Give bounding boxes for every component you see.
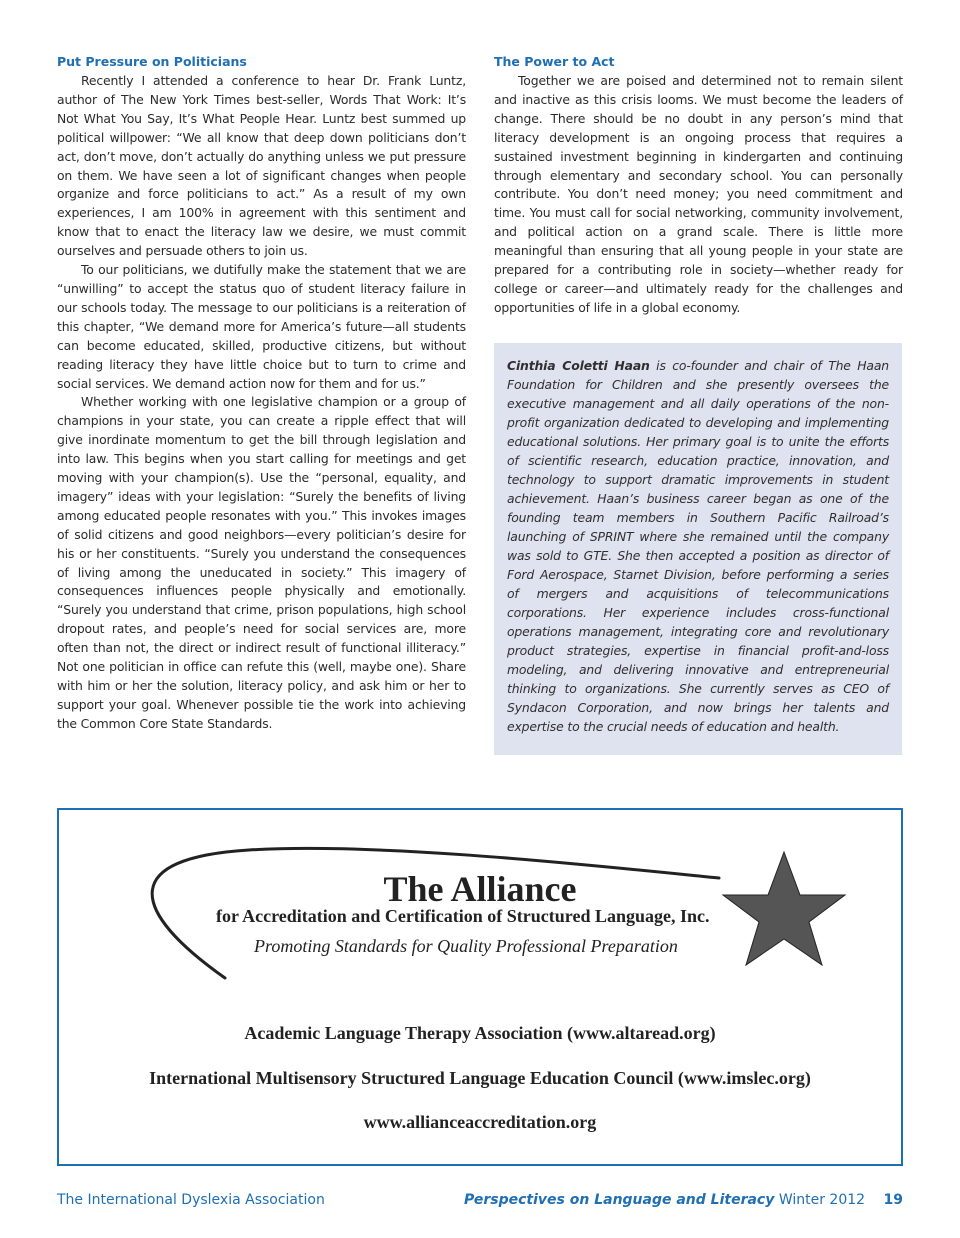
page-number: 19 [883,1192,903,1208]
author-bio [507,356,889,736]
left-column [57,53,466,734]
alta-line: Academic Language Therapy Association (www.altaread.org) [244,1023,716,1043]
paragraph: Together we are poised and determined not to remain silent and inactive as this crisis looms. We must become the leaders of change. There should be no doubt in any person’s mind that literacy development is an ongoing process that requires a sustained investment beginning in kindergarten and continuing through elementary and secondary school. You can personally contribute. You don’t need money; you need commitment and time. You must call for social networking, community involvement, and political action on a grand scale. There is little more meaningful than ensuring that all young people in your state are prepared for a contributing role in society—whether ready for college or career—and ultimately ready for the challenges and opportunities of life in a global economy. [494,73,903,315]
alliance-subtitle: for Accreditation and Certification of Structured Language, Inc. [216,906,710,926]
author-bio-box [494,343,902,755]
imslec-line: International Multisensory Structured Language Education Council (www.imslec.org) [149,1068,811,1088]
alliance-tagline: Promoting Standards for Quality Professional Preparation [254,936,678,956]
footer-issue: Winter 2012 [778,1192,866,1208]
footer-organization: The International Dyslexia Association [57,1192,325,1208]
section-heading-power: The Power to Act [494,54,615,69]
right-column [494,53,903,318]
paragraph: Recently I attended a conference to hear Dr. Frank Luntz, author of The New York Times best-seller, Words That Work: It’s Not What You Say, It’s What People Hear. Luntz best summed up political willpower: “We all know that deep down politicians don’t act, don’t move, don’t actually do anything unless we put pressure on them. We have seen a lot of significant changes when people organize and force politicians to act.” As a result of my own experiences, I am 100% in agreement with this sentiment and know that to enact the literacy law we desire, we must commit ourselves and persuade others to join us. [57,73,466,259]
author-name: Cinthia Coletti Haan [507,358,650,373]
footer-journal-title: Perspectives on Language and Literacy [463,1192,775,1208]
alliance-website-line: www.allianceaccreditation.org [363,1112,597,1132]
footer-publication [464,1192,903,1208]
paragraph: To our politicians, we dutifully make the statement that we are “unwilling” to accept the status quo of student literacy failure in our schools today. The message to our politicians is a reiteration of this chapter, “We demand more for America’s future—all students can become educated, skilled, productive citizens, but without reading literacy they have little choice but to turn to crime and social services. We demand action now for them and for us.” [57,262,466,391]
alliance-title: The Alliance [383,869,577,909]
paragraph: Whether working with one legislative champion or a group of champions in your state, you can create a ripple effect that will give inordinate momentum to get the bill through legislation and into law. This begins when you start calling for meetings and get moving with your champion(s). Use the “personal, equality, and imagery” ideas with your legislation: “Surely the benefits of living among educated people resonates with you.” This invokes images of solid citizens and good neighbors—every politician’s desire for his or her constituents. “Surely you understand the consequences of living among the uneducated in society.” This imagery of consequences influences people physically and emotionally. “Surely you understand that crime, prison populations, high school dropout rates, and people’s need for social services are, more often than not, the direct or indirect result of functional illiteracy.” Not one politician in office can refute this (well, maybe one). Share with him or her the solution, literacy policy, and ask him or her to support your goal. Whenever possible tie the work into achieving the Common Core State Standards. [57,394,466,731]
page-footer [57,1192,903,1214]
author-bio-text: is co-founder and chair of The Haan Foundation for Children and she presently oversees the executive management and all daily operations of the non-profit organization dedicated to developing and implementing educational solutions. Her primary goal is to unite the efforts of scientific research, education practice, innovation, and technology to support dramatic improvements in student achievement. Haan’s business career began as one of the founding team members in Southern Pacific Railroad’s launching of SPRINT where she remained until the company was sold to GTE. She then accepted a position as director of Ford Aerospace, Starnet Division, before performing a series of mergers and acquisitions of telecommunications corporations. Her experience includes cross-functional operations management, integrating core and revolutionary product strategies, expertise in financial profit-and-loss modeling, and delivering innovative and entrepreneurial thinking to organizations. She currently serves as CEO of Syndacon Corporation, and now brings her talents and expertise to the crucial needs of education and health. [507,358,889,734]
section-heading-pressure: Put Pressure on Politicians [57,54,247,69]
alliance-advertisement [57,808,903,1166]
swoosh-and-star-graphic [59,810,901,1164]
